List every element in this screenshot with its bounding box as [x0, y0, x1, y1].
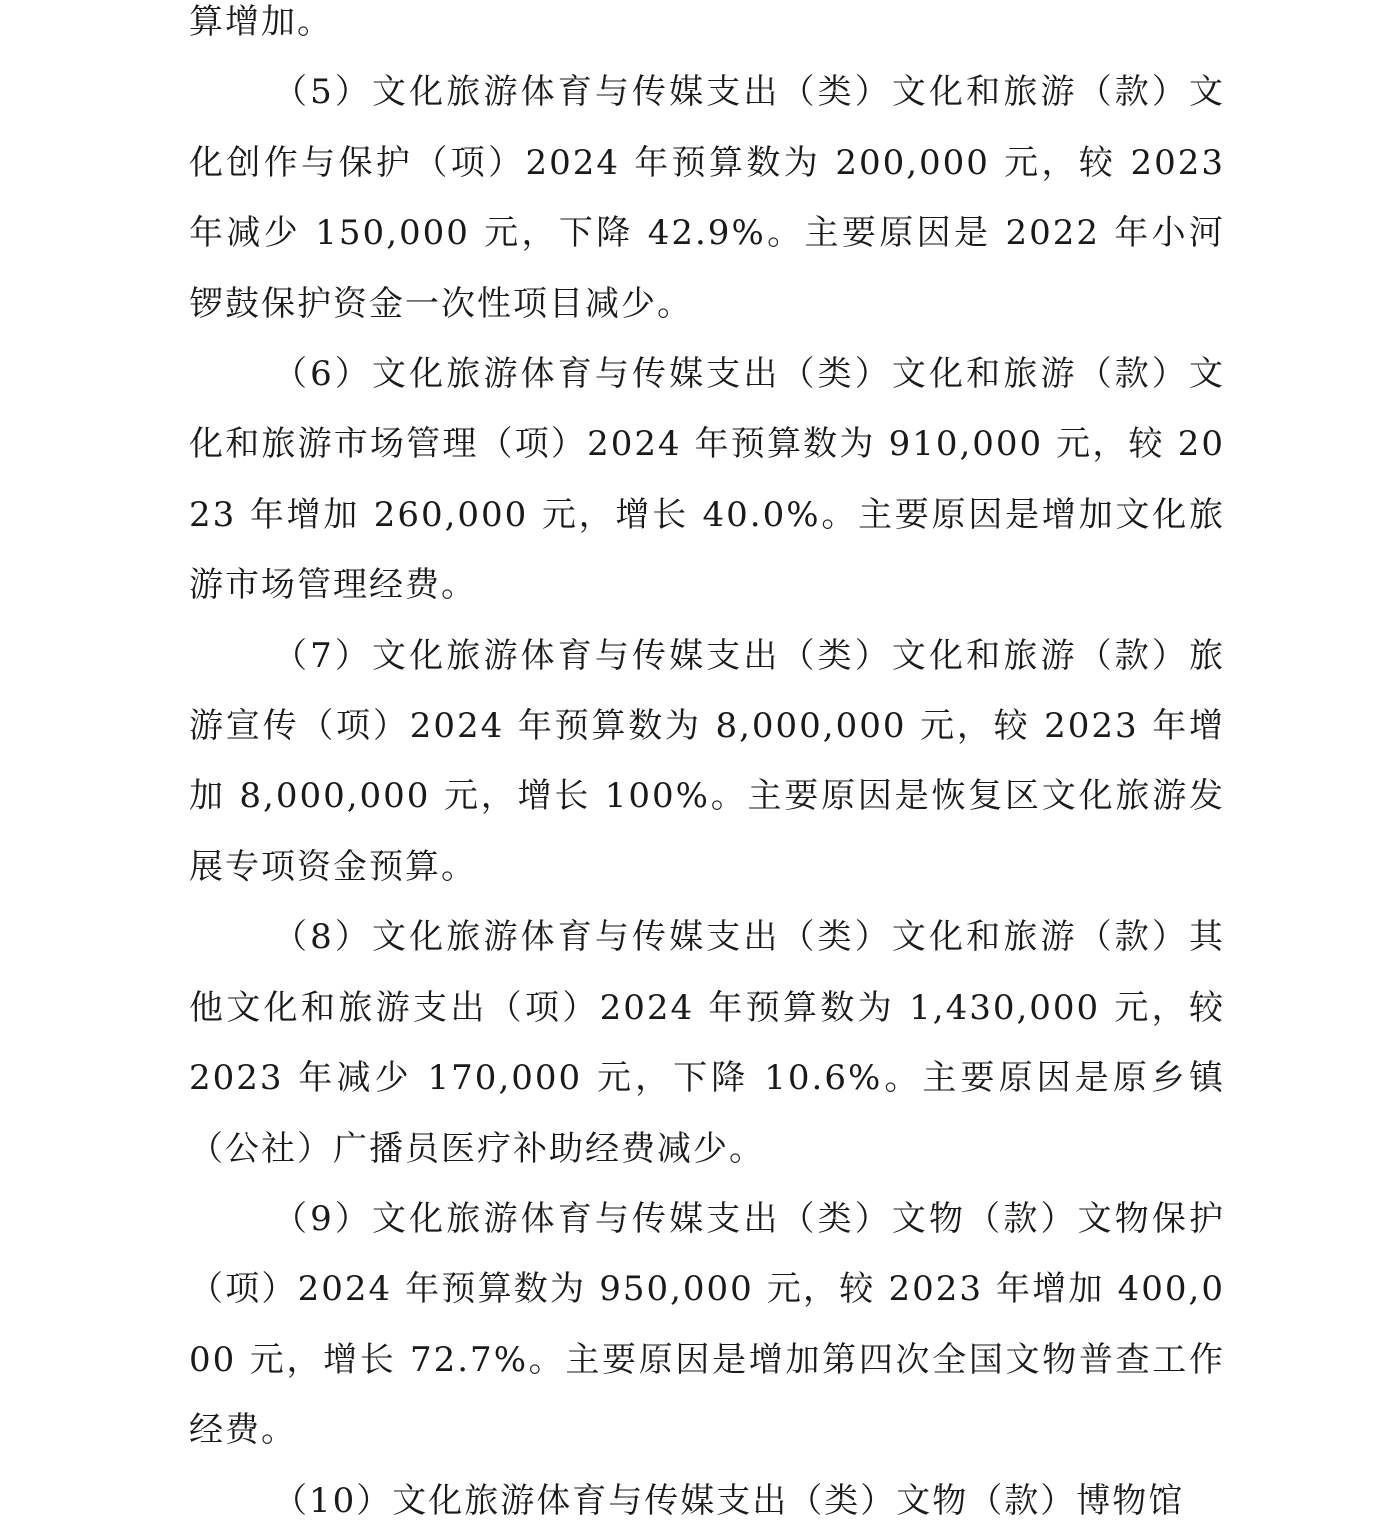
paragraph-6: （6）文化旅游体育与传媒支出（类）文化和旅游（款）文化和旅游市场管理（项）2024 年预算数为 910,000 元，较 2023 年增加 260,000 元，增长 40.0%。主要原因是增加文化旅游市场管理经费。 [189, 354, 1225, 606]
paragraph-9: （9）文化旅游体育与传媒支出（类）文物（款）文物保护（项）2024 年预算数为 950,000 元，较 2023 年增加 400,000 元，增长 72.7%。主要原因是增加第四次全国文物普查工作经费。 [189, 1198, 1225, 1451]
paragraph-5: （5）文化旅游体育与传媒支出（类）文化和旅游（款）文化创作与保护（项）2024 年预算数为 200,000 元，较 2023 年减少 150,000 元，下降 42.9%。主要原因是 2022 年小河锣鼓保护资金一次性项目减少。 [189, 72, 1225, 324]
paragraph-4-continuation: 算增加。 [189, 2, 333, 42]
paragraph-8: （8）文化旅游体育与传媒支出（类）文化和旅游（款）其他文化和旅游支出（项）2024 年预算数为 1,430,000 元，较 2023 年减少 170,000 元，下降 10.6%。主要原因是原乡镇（公社）广播员医疗补助经费减少。 [189, 917, 1225, 1169]
document-page [189, 0, 1225, 1521]
paragraph-7: （7）文化旅游体育与传媒支出（类）文化和旅游（款）旅游宣传（项）2024 年预算数为 8,000,000 元，较 2023 年增加 8,000,000 元，增长 100%。主要原因是恢复区文化旅游发展专项资金预算。 [189, 635, 1225, 887]
paragraph-10-start: （10）文化旅游体育与传媒支出（类）文物（款）博物馆 [273, 1480, 1185, 1521]
